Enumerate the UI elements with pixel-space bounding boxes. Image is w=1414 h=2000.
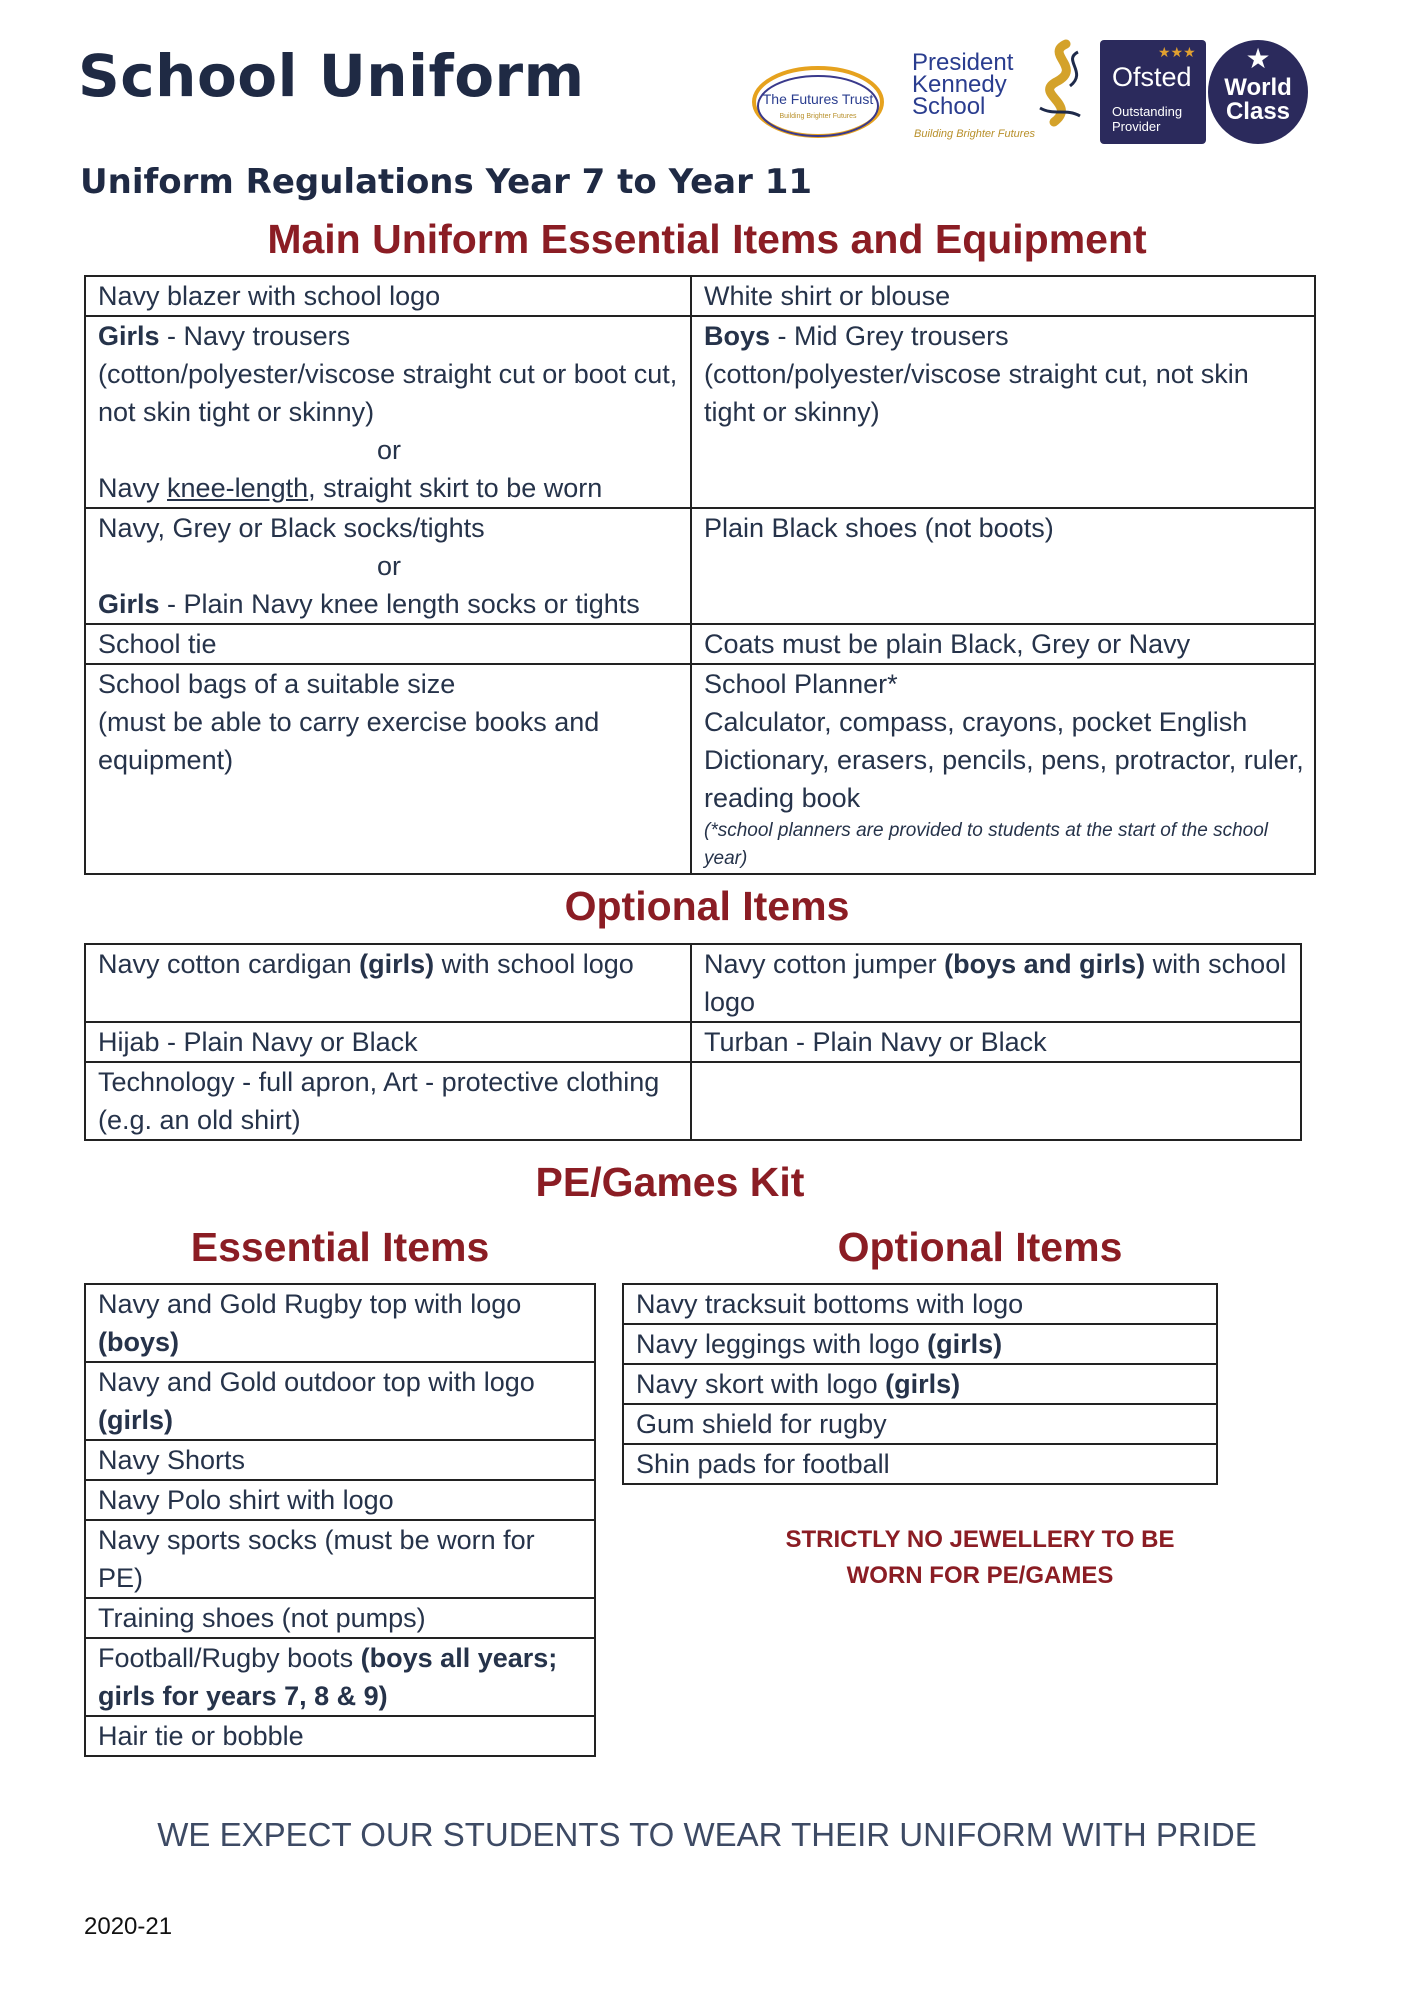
pe-skort: Navy skort with logo xyxy=(636,1369,886,1399)
table-cell xyxy=(691,1062,1301,1140)
pe-essential-table xyxy=(84,1283,596,1757)
table-row xyxy=(85,1440,595,1480)
main-uniform-table xyxy=(84,275,1316,875)
table-cell xyxy=(85,944,691,1022)
world-class-text xyxy=(1208,76,1308,124)
year-label: 2020-21 xyxy=(84,1913,173,1940)
pe-leggings: Navy leggings with logo xyxy=(636,1329,928,1359)
ofsted-subtitle xyxy=(1112,104,1182,134)
boys-trousers-detail: (cotton/polyester/viscose straight cut, not skin tight or skinny) xyxy=(704,359,1249,427)
ofsted-stars-icon: ★★★ xyxy=(1158,44,1196,60)
table-row xyxy=(623,1404,1217,1444)
pe-essential-heading: Essential Items xyxy=(190,1224,490,1270)
optional-items-table xyxy=(84,943,1302,1141)
table-row xyxy=(85,1638,595,1716)
boys-trousers: - Mid Grey trousers xyxy=(770,321,1009,351)
table-row xyxy=(85,1598,595,1638)
pride-slogan: WE EXPECT OUR STUDENTS TO WEAR THEIR UNIFORM WITH PRIDE xyxy=(157,1816,1257,1853)
list-item xyxy=(623,1404,1217,1444)
school-logo-line1: President xyxy=(912,49,1014,76)
planner-note: (*school planners are provided to students at the start of the school year) xyxy=(704,820,1268,869)
school-planner: School Planner* xyxy=(704,669,898,699)
table-row xyxy=(85,664,1315,874)
cardigan-a: Navy cotton cardigan xyxy=(98,949,360,979)
page-subtitle: Uniform Regulations Year 7 to Year 11 xyxy=(80,162,813,202)
pe-skort-girls: (girls) xyxy=(885,1369,961,1399)
school-logo-text xyxy=(912,49,1014,120)
table-cell xyxy=(691,624,1315,664)
hijab: Hijab - Plain Navy or Black xyxy=(98,1027,418,1057)
jewellery-warning xyxy=(700,1522,1260,1594)
list-item xyxy=(85,1284,595,1362)
pe-outdoor-top: Navy and Gold outdoor top with logo xyxy=(98,1367,535,1397)
table-cell xyxy=(85,1022,691,1062)
jewellery-line2: WORN FOR PE/GAMES xyxy=(846,1562,1114,1589)
table-row xyxy=(623,1364,1217,1404)
turban: Turban - Plain Navy or Black xyxy=(704,1027,1047,1057)
table-row xyxy=(85,624,1315,664)
technology-art: Technology - full apron, Art - protective clothing (e.g. an old shirt) xyxy=(98,1067,660,1135)
list-item xyxy=(623,1284,1217,1324)
ofsted-sub-line1: Outstanding xyxy=(1112,104,1183,119)
boys-label: Boys xyxy=(704,321,771,351)
table-row xyxy=(85,1062,1301,1140)
ofsted-sub-line2: Provider xyxy=(1112,119,1161,134)
table-cell xyxy=(691,316,1315,508)
pe-shorts: Navy Shorts xyxy=(98,1445,246,1475)
list-item xyxy=(85,1598,595,1638)
table-row xyxy=(623,1284,1217,1324)
school-logo-tagline: Building Brighter Futures xyxy=(914,128,1036,140)
cardigan-b: with school logo xyxy=(434,949,634,979)
table-cell xyxy=(691,944,1301,1022)
pe-shin-pads: Shin pads for football xyxy=(636,1449,890,1479)
table-row xyxy=(85,1284,595,1362)
ofsted-word: Ofsted xyxy=(1112,62,1192,92)
main-r1-right: White shirt or blouse xyxy=(704,281,951,311)
svg-text:Building Brighter Futures: Building Brighter Futures xyxy=(779,113,857,120)
pe-leggings-girls: (girls) xyxy=(927,1329,1003,1359)
pe-optional-table xyxy=(622,1283,1218,1485)
school-bags-detail: (must be able to carry exercise books and equipment) xyxy=(98,707,600,775)
equipment-list: Calculator, compass, crayons, pocket English Dictionary, erasers, pencils, pens, protractor, ruler, reading book xyxy=(704,707,1304,813)
table-cell xyxy=(85,664,691,874)
jumper-boys-girls: (boys and girls) xyxy=(944,949,1146,979)
list-item xyxy=(85,1440,595,1480)
table-row xyxy=(85,1716,595,1756)
pe-tracksuit: Navy tracksuit bottoms with logo xyxy=(636,1289,1024,1319)
pe-boots: Football/Rugby boots xyxy=(98,1643,361,1673)
pe-boots-years: (boys all years; girls for years 7, 8 & 9) xyxy=(98,1643,558,1711)
optional-items-heading: Optional Items xyxy=(564,883,850,929)
table-cell xyxy=(691,508,1315,624)
ofsted-badge xyxy=(1100,40,1206,144)
girls-trousers-detail: (cotton/polyester/viscose straight cut or boot cut, not skin tight or skinny) xyxy=(98,359,678,427)
girls-socks: - Plain Navy knee length socks or tights xyxy=(159,589,640,619)
girls-trousers: - Navy trousers xyxy=(159,321,351,351)
skirt-knee-length: knee-length xyxy=(167,473,309,503)
school-logo-line2: Kennedy xyxy=(912,71,1007,98)
school-logo-line3: School xyxy=(912,93,986,120)
jumper-b: with school logo xyxy=(704,949,1287,1017)
pe-rugby-top: Navy and Gold Rugby top with logo xyxy=(98,1289,522,1319)
table-cell xyxy=(85,316,691,508)
pe-outdoor-top-girls: (girls) xyxy=(98,1405,174,1435)
table-row xyxy=(85,276,1315,316)
world-class-line1: World xyxy=(1224,74,1292,101)
table-cell xyxy=(85,1062,691,1140)
school-bags: School bags of a suitable size xyxy=(98,669,456,699)
list-item xyxy=(623,1324,1217,1364)
pe-trainers: Training shoes (not pumps) xyxy=(98,1603,426,1633)
list-item xyxy=(623,1364,1217,1404)
or-separator: or xyxy=(376,551,401,581)
socks-tights: Navy, Grey or Black socks/tights xyxy=(98,513,485,543)
list-item xyxy=(85,1520,595,1598)
world-class-badge xyxy=(1208,40,1308,144)
pe-optional-heading: Optional Items xyxy=(837,1224,1123,1270)
girls-label: Girls xyxy=(98,321,160,351)
pe-gum-shield: Gum shield for rugby xyxy=(636,1409,887,1439)
pe-polo: Navy Polo shirt with logo xyxy=(98,1485,394,1515)
table-cell xyxy=(85,624,691,664)
table-cell xyxy=(691,276,1315,316)
main-uniform-heading: Main Uniform Essential Items and Equipment xyxy=(267,216,1147,262)
list-item xyxy=(85,1362,595,1440)
list-item xyxy=(85,1638,595,1716)
table-cell xyxy=(85,276,691,316)
table-row xyxy=(85,944,1301,1022)
table-row xyxy=(85,1520,595,1598)
table-row xyxy=(85,316,1315,508)
coats: Coats must be plain Black, Grey or Navy xyxy=(704,629,1191,659)
pe-rugby-top-boys: (boys) xyxy=(98,1327,179,1357)
list-item xyxy=(623,1444,1217,1484)
table-cell xyxy=(691,664,1315,874)
table-row xyxy=(623,1324,1217,1364)
girls-label: Girls xyxy=(98,589,160,619)
list-item xyxy=(85,1716,595,1756)
jumper-a: Navy cotton jumper xyxy=(704,949,945,979)
school-crest-icon xyxy=(1026,38,1096,138)
jewellery-line1: STRICTLY NO JEWELLERY TO BE xyxy=(785,1526,1175,1553)
table-row xyxy=(85,508,1315,624)
school-tie: School tie xyxy=(98,629,217,659)
table-cell xyxy=(691,1022,1301,1062)
pe-socks: Navy sports socks (must be worn for PE) xyxy=(98,1525,535,1593)
skirt-b: , straight skirt to be worn xyxy=(308,473,603,503)
pe-hair-tie: Hair tie or bobble xyxy=(98,1721,304,1751)
world-class-line2: Class xyxy=(1225,98,1291,125)
table-row xyxy=(85,1022,1301,1062)
table-cell xyxy=(85,508,691,624)
or-separator: or xyxy=(376,435,401,465)
pe-games-heading: PE/Games Kit xyxy=(535,1159,805,1205)
svg-text:The Futures Trust: The Futures Trust xyxy=(762,91,874,107)
shoes: Plain Black shoes (not boots) xyxy=(704,513,1054,543)
table-row xyxy=(85,1362,595,1440)
cardigan-girls: (girls) xyxy=(359,949,435,979)
futures-trust-logo xyxy=(750,60,886,144)
main-r1-left: Navy blazer with school logo xyxy=(98,281,441,311)
table-row xyxy=(623,1444,1217,1484)
skirt-a: Navy xyxy=(98,473,168,503)
table-row xyxy=(85,1480,595,1520)
world-class-star-icon: ★ xyxy=(1245,43,1271,74)
page-title: School Uniform xyxy=(78,42,585,110)
list-item xyxy=(85,1480,595,1520)
